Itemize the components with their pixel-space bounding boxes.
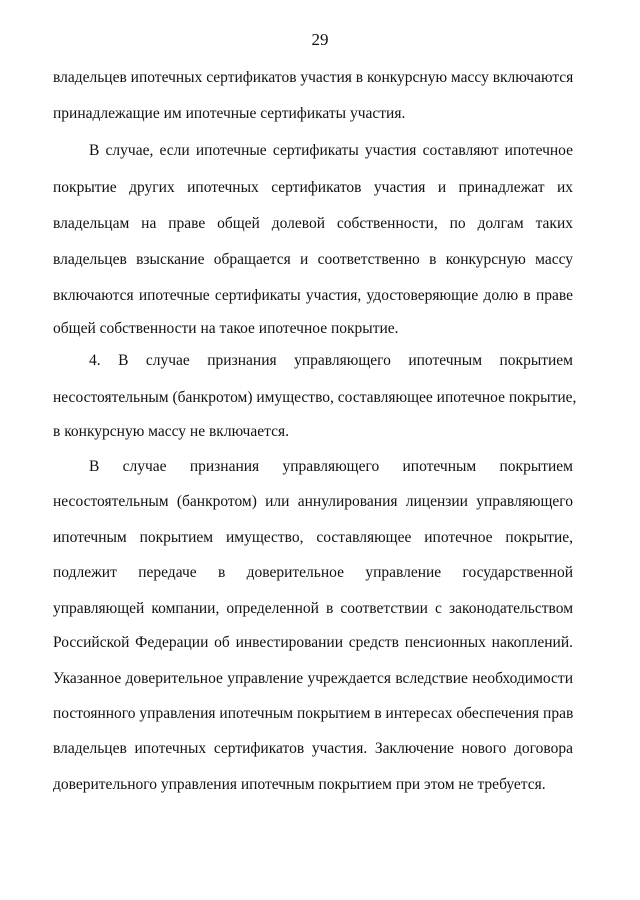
text-line-6: владельцев взыскание обращается и соответственно в конкурсную массу bbox=[53, 251, 573, 268]
text-line-19: постоянного управления ипотечным покрытием в интересах обеспечения прав bbox=[53, 705, 574, 722]
text-line-12: В случае признания управляющего ипотечным покрытием bbox=[89, 458, 573, 475]
text-line-20: владельцев ипотечных сертификатов участия. Заключение нового договора bbox=[53, 740, 573, 757]
text-line-21: доверительного управления ипотечным покрытием при этом не требуется. bbox=[53, 776, 546, 793]
text-line-1: владельцев ипотечных сертификатов участия в конкурсную массу включаются bbox=[53, 69, 574, 86]
text-line-2: принадлежащие им ипотечные сертификаты участия. bbox=[53, 105, 406, 122]
text-line-3: В случае, если ипотечные сертификаты участия составляют ипотечное bbox=[89, 142, 573, 159]
text-line-13: несостоятельным (банкротом) или аннулирования лицензии управляющего bbox=[53, 493, 573, 510]
text-line-8: общей собственности на такое ипотечное покрытие. bbox=[53, 320, 399, 337]
text-line-14: ипотечным покрытием имущество, составляющее ипотечное покрытие, bbox=[53, 529, 573, 546]
text-line-5: владельцам на праве общей долевой собственности, по долгам таких bbox=[53, 215, 573, 232]
text-line-10: несостоятельным (банкротом) имущество, составляющее ипотечное покрытие, bbox=[53, 389, 577, 406]
text-line-15: подлежит передаче в доверительное управление государственной bbox=[53, 564, 573, 581]
text-line-11: в конкурсную массу не включается. bbox=[53, 423, 289, 440]
text-line-4: покрытие других ипотечных сертификатов участия и принадлежат их bbox=[53, 179, 573, 196]
text-line-16: управляющей компании, определенной в соответствии с законодательством bbox=[53, 600, 573, 617]
page-number: 29 bbox=[311, 30, 329, 49]
text-line-17: Российской Федерации об инвестировании средств пенсионных накоплений. bbox=[53, 634, 573, 651]
text-line-9: 4. В случае признания управляющего ипотечным покрытием bbox=[89, 352, 573, 369]
text-line-7: включаются ипотечные сертификаты участия, удостоверяющие долю в праве bbox=[53, 287, 573, 304]
text-line-18: Указанное доверительное управление учреждается вследствие необходимости bbox=[53, 670, 573, 687]
